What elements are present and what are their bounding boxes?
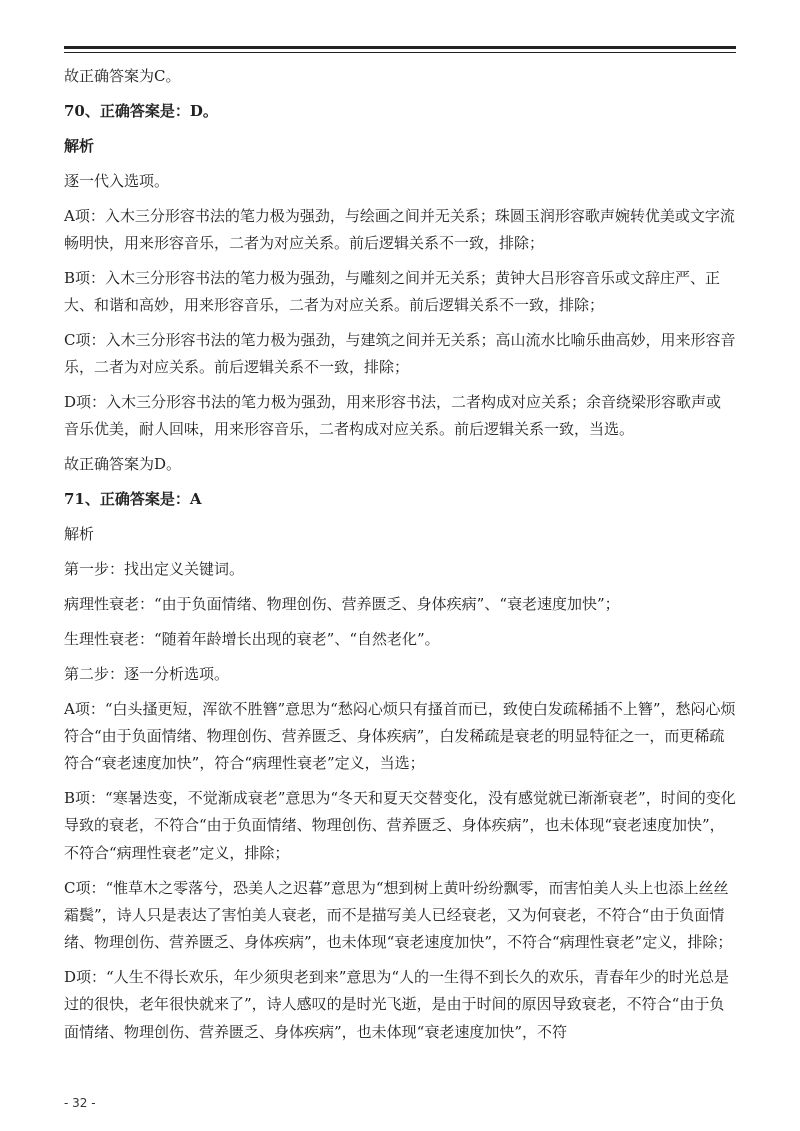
body-paragraph: C项：入木三分形容书法的笔力极为强劲，与建筑之间并无关系；高山流水比喻乐曲高妙，用来形容音乐，二者为对应关系。前后逻辑关系不一致，排除；	[64, 330, 736, 377]
section-heading: 解析	[64, 136, 95, 155]
body-paragraph: 解析	[64, 525, 95, 544]
body-paragraph: A项：入木三分形容书法的笔力极为强劲，与绘画之间并无关系；珠圆玉润形容歌声婉转优美或文字流畅明快，用来形容音乐，二者为对应关系。前后逻辑关系不一致，排除；	[64, 206, 735, 252]
body-paragraph: 逐一代入选项。	[64, 171, 170, 190]
body-paragraph: B项：入木三分形容书法的笔力极为强劲，与雕刻之间并无关系；黄钟大吕形容音乐或文辞庄严、正大、和谐和高妙，用来形容音乐，二者为对应关系。前后逻辑关系不一致，排除；	[64, 268, 721, 315]
body-paragraph: 故正确答案为D。	[64, 455, 182, 474]
body-paragraph: 病理性衰老：“由于负面情绪、物理创伤、营养匮乏、身体疾病”、“衰老速度加快”；	[64, 594, 620, 613]
document-body	[64, 63, 736, 1053]
header-rule-thin	[64, 52, 736, 53]
body-paragraph: 故正确答案为C。	[64, 67, 181, 85]
body-paragraph: D项：“人生不得长欢乐，年少须臾老到来”意思为“人的一生得不到长久的欢乐，青春年少的时光总是过的很快，老年很快就来了”，诗人感叹的是时光飞逝，是由于时间的原因导致衰老，不符合“由于负面情绪、物理创伤、营养匮乏、身体疾病”，也未体现“衰老速度加快”，不符	[64, 968, 730, 1041]
body-paragraph: 生理性衰老：“随着年龄增长出现的衰老”、“自然老化”。	[64, 629, 440, 648]
page-number: - 32 -	[64, 1096, 96, 1110]
header-rule-thick	[64, 46, 736, 49]
body-paragraph: D项：入木三分形容书法的笔力极为强劲，用来形容书法，二者构成对应关系；余音绕梁形容歌声或音乐优美，耐人回味，用来形容音乐，二者构成对应关系。前后逻辑关系一致，当选。	[64, 393, 722, 439]
body-paragraph: B项：“寒暑迭变，不觉渐成衰老”意思为“冬天和夏天交替变化，没有感觉就已渐渐衰老”，时间的变化导致的衰老，不符合“由于负面情绪、物理创伤、营养匮乏、身体疾病”，也未体现“衰老速度加快”，不符合“病理性衰老”定义，排除；	[64, 789, 736, 862]
body-paragraph: 第一步：找出定义关键词。	[64, 559, 245, 578]
body-paragraph: A项：“白头搔更短，浑欲不胜簪”意思为“愁闷心烦只有搔首而已，致使白发疏稀插不上簪”，愁闷心烦符合“由于负面情绪、物理创伤、营养匮乏、身体疾病”，白发稀疏是衰老的明显特征之一，而更稀疏符合“衰老速度加快”，符合“病理性衰老”定义，当选；	[64, 699, 736, 773]
body-paragraph: 第二步：逐一分析选项。	[64, 664, 230, 683]
body-paragraph: C项：“惟草木之零落兮，恐美人之迟暮”意思为“想到树上黄叶纷纷飘零，而害怕美人头上也添上丝丝霜鬓”，诗人只是表达了害怕美人衰老，而不是描写美人已经衰老，又为何衰老，不符合“由于负面情绪、物理创伤、营养匮乏、身体疾病”，也未体现“衰老速度加快”，不符合“病理性衰老”定义，排除；	[64, 878, 733, 952]
section-heading: 70、正确答案是：D。	[64, 101, 218, 120]
section-heading: 71、正确答案是：A	[64, 490, 202, 509]
